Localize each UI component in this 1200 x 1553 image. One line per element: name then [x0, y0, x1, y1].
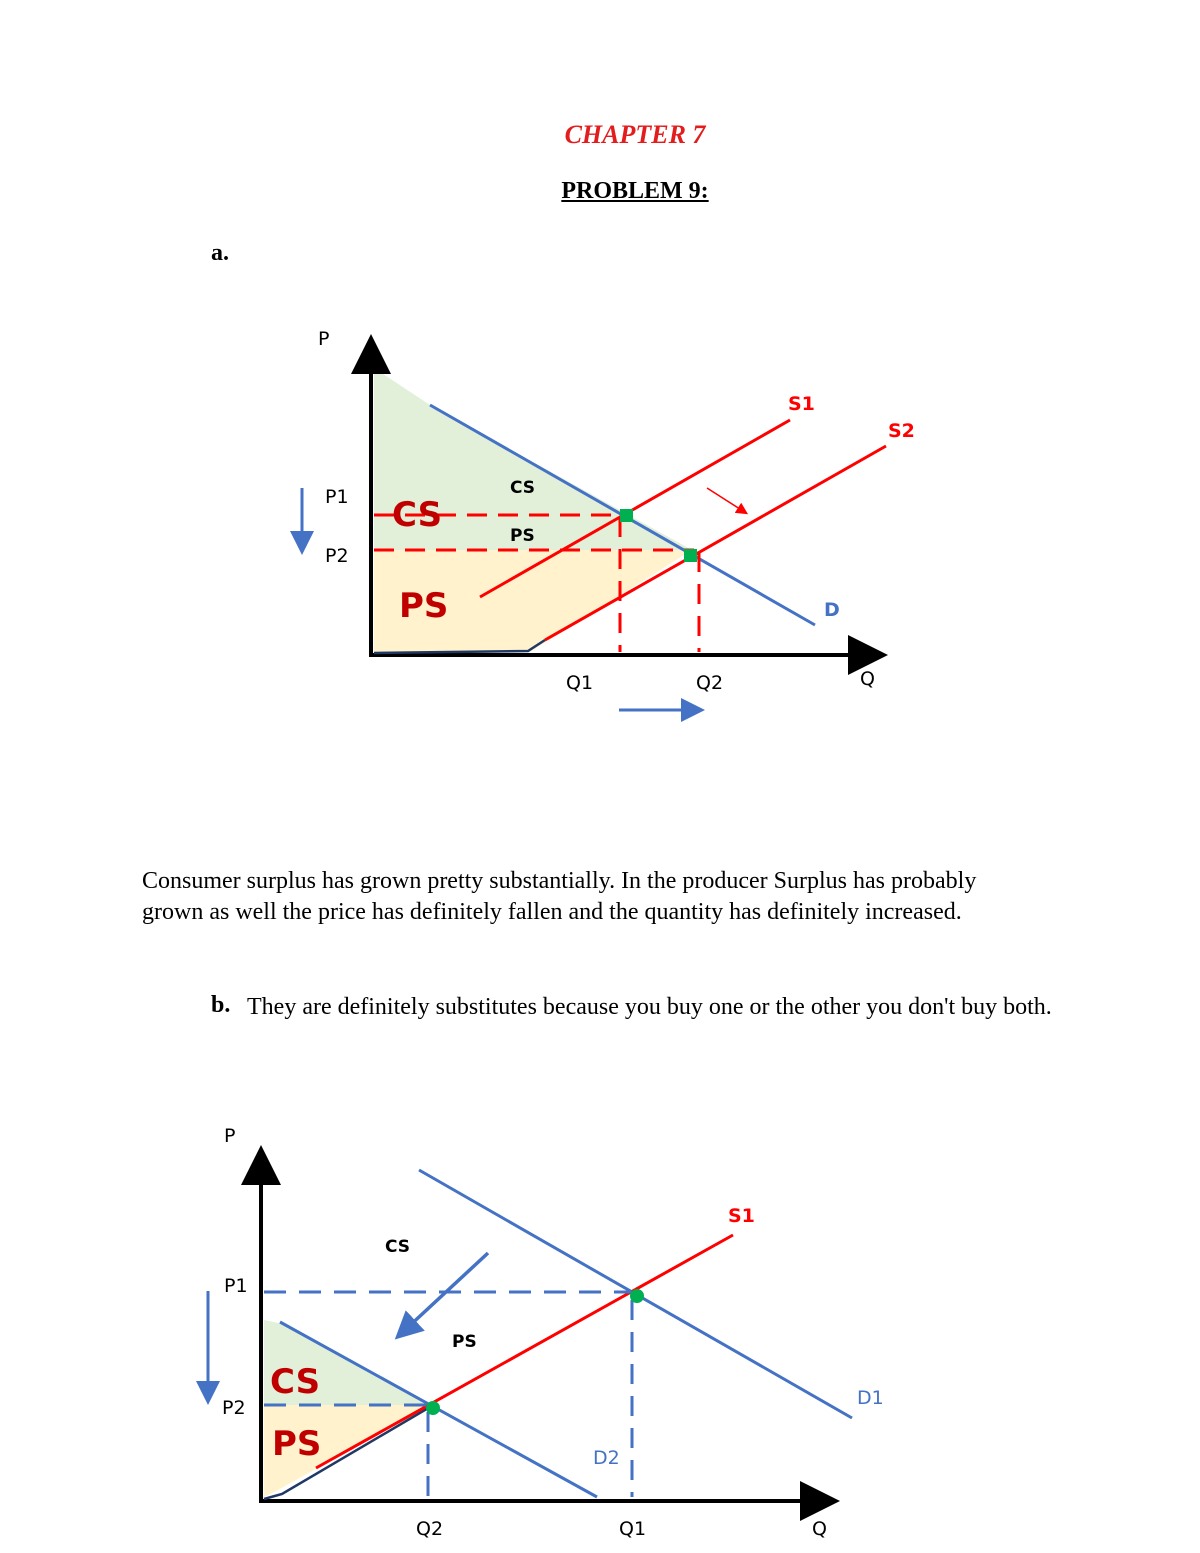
q1-label-b: Q1	[619, 1518, 647, 1540]
part-a-label: a.	[211, 240, 229, 266]
s2-label-a: S2	[888, 420, 915, 442]
s1-label-a: S1	[788, 393, 815, 415]
q1-label-a: Q1	[566, 672, 594, 694]
q2-label-a: Q2	[696, 672, 724, 694]
d-label-a: D	[824, 599, 840, 621]
cs-big-label-b: CS	[270, 1362, 321, 1402]
y-axis-label-b: P	[224, 1125, 236, 1147]
part-b-explanation: They are definitely substitutes because you buy one or the other you don't buy both.	[247, 994, 1052, 1020]
q2-label-b: Q2	[416, 1518, 444, 1540]
ps-big-label-a: PS	[399, 586, 449, 626]
equilibrium-point-b2	[426, 1401, 440, 1415]
equilibrium-point-b1	[630, 1289, 644, 1303]
ps-small-label-b: PS	[452, 1332, 477, 1352]
chapter-title: CHAPTER 7	[564, 120, 706, 149]
part-b-label: b.	[211, 992, 231, 1018]
x-axis-label-b: Q	[812, 1518, 827, 1540]
ps-big-label-b: PS	[272, 1424, 322, 1464]
d2-label-b: D2	[593, 1447, 620, 1469]
y-axis-label-a: P	[318, 328, 330, 350]
cs-big-label-a: CS	[392, 495, 443, 535]
p2-label-a: P2	[325, 545, 349, 567]
supply-curve-s1-b	[316, 1235, 733, 1468]
part-a-explanation: Consumer surplus has grown pretty substantially. In the producer Surplus has probably grown as well the price has definitely fallen and the quantity has definitely increased.	[142, 868, 977, 925]
ps-small-label-a: PS	[510, 526, 535, 546]
p2-label-b: P2	[222, 1397, 246, 1419]
s1-label-b: S1	[728, 1205, 755, 1227]
problem-title: PROBLEM 9:	[561, 178, 709, 204]
x-axis-label-a: Q	[860, 668, 875, 690]
cs-small-label-b: CS	[385, 1237, 411, 1257]
d1-label-b: D1	[857, 1387, 884, 1409]
p1-label-b: P1	[224, 1275, 248, 1297]
cs-small-label-a: CS	[510, 478, 536, 498]
p1-label-a: P1	[325, 486, 349, 508]
